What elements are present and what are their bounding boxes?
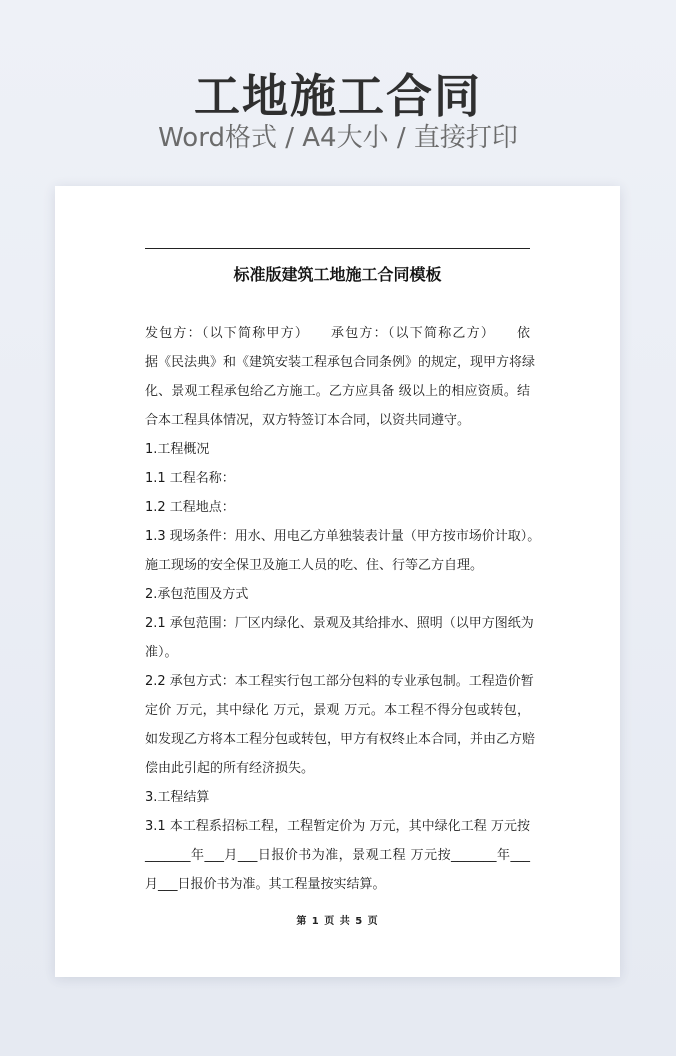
document-title: 标准版建筑工地施工合同模板 xyxy=(233,265,442,284)
document-page xyxy=(55,186,620,977)
body-line: 1.1 工程名称： xyxy=(145,471,235,486)
body-line: 3.1 本工程系招标工程，工程暂定价为 万元，其中绿化工程 万元按 xyxy=(145,819,530,834)
body-line: _______年___月___日报价书为准，景观工程 万元按_______年___ xyxy=(145,848,530,863)
body-line: 据《民法典》和《建筑安装工程承包合同条例》的规定，现甲方将绿 xyxy=(145,355,536,370)
body-line: 1.2 工程地点： xyxy=(145,500,235,515)
body-line: 合本工程具体情况，双方特签订本合同，以资共同遵守。 xyxy=(145,413,471,428)
body-line: 月___日报价书为准。其工程量按实结算。 xyxy=(145,877,386,892)
banner-subtitle: Word格式 / A4大小 / 直接打印 xyxy=(158,123,518,153)
body-line: 定价 万元，其中绿化 万元，景观 万元。本工程不得分包或转包， xyxy=(145,703,530,718)
body-line: 如发现乙方将本工程分包或转包，甲方有权终止本合同，并由乙方赔 xyxy=(145,732,536,747)
body-line: 施工现场的安全保卫及施工人员的吃、住、行等乙方自理。 xyxy=(145,558,484,573)
header-rule xyxy=(145,248,530,249)
section-heading: 3.工程结算 xyxy=(145,790,210,805)
banner-title: 工地施工合同 xyxy=(194,69,482,123)
body-line: 准）。 xyxy=(145,645,178,660)
body-line: 发包方：（以下简称甲方） 承包方：（以下简称乙方） 依 xyxy=(145,326,530,341)
body-line: 1.3 现场条件：用水、用电乙方单独装表计量（甲方按市场价计取）。 xyxy=(145,529,541,544)
section-heading: 1.工程概况 xyxy=(145,442,210,457)
body-line: 化、景观工程承包给乙方施工。乙方应具备 级以上的相应资质。结 xyxy=(145,384,530,399)
document-body xyxy=(145,319,541,899)
section-heading: 2.承包范围及方式 xyxy=(145,587,249,602)
page-number: 第 1 页 共 5 页 xyxy=(296,916,379,927)
body-line: 偿由此引起的所有经济损失。 xyxy=(145,761,315,776)
body-line: 2.2 承包方式：本工程实行包工部分包料的专业承包制。工程造价暂 xyxy=(145,674,534,689)
body-line: 2.1 承包范围：厂区内绿化、景观及其给排水、照明（以甲方图纸为 xyxy=(145,616,534,631)
